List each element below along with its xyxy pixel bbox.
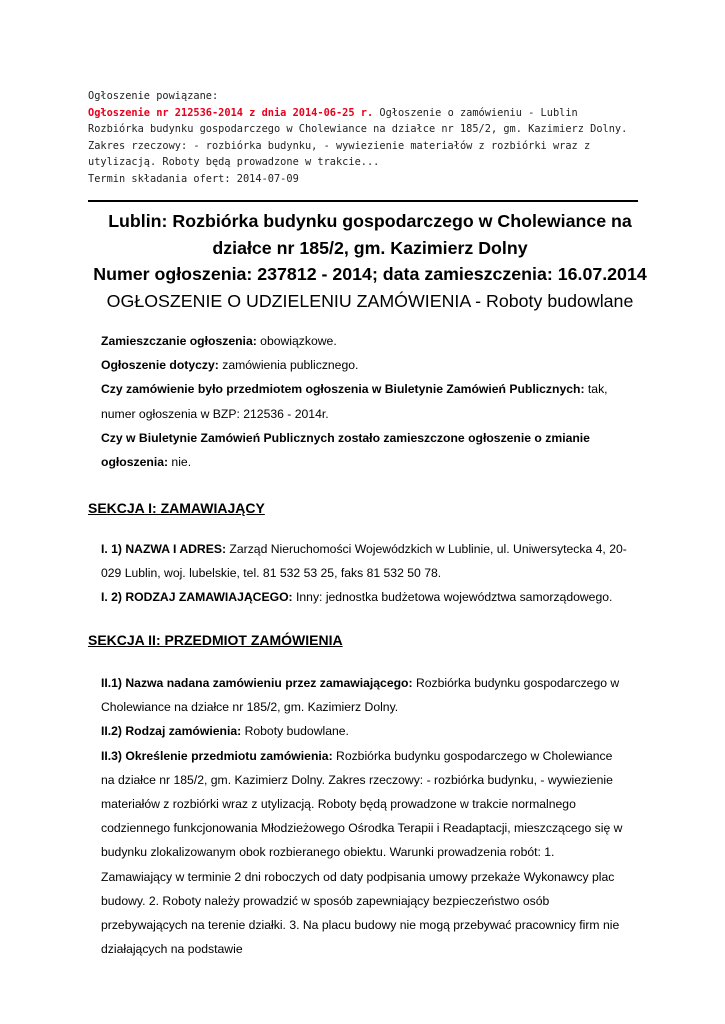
title-subject: Lublin: Rozbiórka budynku gospodarczego w Cholewiance na działce nr 185/2, gm. Kazimierz Dolny [108, 211, 632, 258]
section-1-heading: SEKCJA I: ZAMAWIAJĄCY [88, 500, 265, 516]
section-1-item: I. 1) NAZWA I ADRES: Zarząd Nieruchomości Wojewódzkich w Lublinie, ul. Uniwersytecka 4, 20-029 Lublin, woj. lubelskie, tel. 81 532 53 25, faks 81 532 50 78. [101, 542, 627, 581]
title-type-main: OGŁOSZENIE O UDZIELENIU ZAMÓWIENIA [106, 290, 471, 311]
section-1-body [101, 537, 631, 610]
related-notice [88, 88, 633, 188]
section-2-item: II.3) Określenie przedmiotu zamówienia: Rozbiórka budynku gospodarczego w Cholewiance na działce nr 185/2, gm. Kazimierz Dolny. Zakres rzeczowy: - rozbiórka budynku, - wywiezienie materiałów z rozbiórki wraz z utylizacją. Roboty będą prowadzone w trakcie normalnego codziennego funkcjonowania Młodzieżowego Ośrodka Terapii i Readaptacji, mieszczącego się w budynku zlokalizowanym obok rozbieranego obiektu. Warunki prowadzenia robót: 1. Zamawiający w terminie 2 dni roboczych od daty podpisania umowy przekaże Wykonawcy plac budowy. 2. Roboty należy prowadzić w sposób zapewniający bezpieczeństwo osób przebywających na terenie działki. 3. Na placu budowy nie mogą przebywać pracownicy firm nie działających na podstawie [101, 748, 623, 957]
meta-item: Czy w Biuletynie Zamówień Publicznych zostało zamieszczone ogłoszenie o zmianie ogłoszenia: nie. [101, 430, 590, 470]
title-type-tail: - Roboty budowlane [470, 290, 634, 311]
related-notice-link[interactable]: Ogłoszenie nr 212536-2014 z dnia 2014-06-25 r. [88, 106, 374, 119]
related-summary: Rozbiórka budynku gospodarczego w Cholewiance na działce nr 185/2, gm. Kazimierz Dolny. Zakres rzeczowy: - rozbiórka budynku, - wywiezienie materiałów z rozbiórki wraz z utylizacją. Roboty będą prowadzone w trakcie... [88, 123, 628, 169]
related-label: Ogłoszenie powiązane: [88, 90, 219, 102]
related-link-tail: Ogłoszenie o zamówieniu - Lublin [373, 106, 578, 119]
section-1-item: I. 2) RODZAJ ZAMAWIAJĄCEGO: Inny: jednostka budżetowa województwa samorządowego. [101, 590, 613, 605]
meta-item: Zamieszczanie ogłoszenia: obowiązkowe. [101, 334, 337, 348]
page-title [80, 208, 660, 314]
meta-item: Ogłoszenie dotyczy: zamówienia publicznego. [101, 358, 359, 373]
title-number: Numer ogłoszenia: 237812 - 2014; data zamieszczenia: 16.07.2014 [93, 264, 647, 284]
section-2-item: II.1) Nazwa nadana zamówieniu przez zamawiającego: Rozbiórka budynku gospodarczego w Cholewiance na działce nr 185/2, gm. Kazimierz Dolny. [101, 676, 620, 715]
notice-meta [101, 329, 631, 474]
divider [88, 200, 638, 202]
related-deadline: Termin składania ofert: 2014-07-09 [88, 172, 299, 185]
section-2-body [101, 671, 626, 961]
meta-item: Czy zamówienie było przedmiotem ogłoszenia w Biuletynie Zamówień Publicznych: tak, numer ogłoszenia w BZP: 212536 - 2014r. [101, 382, 608, 421]
section-2-heading: SEKCJA II: PRZEDMIOT ZAMÓWIENIA [88, 632, 343, 648]
section-2-item: II.2) Rodzaj zamówienia: Roboty budowlane. [101, 724, 349, 739]
title-type [80, 288, 660, 315]
related-first-line [88, 105, 633, 122]
